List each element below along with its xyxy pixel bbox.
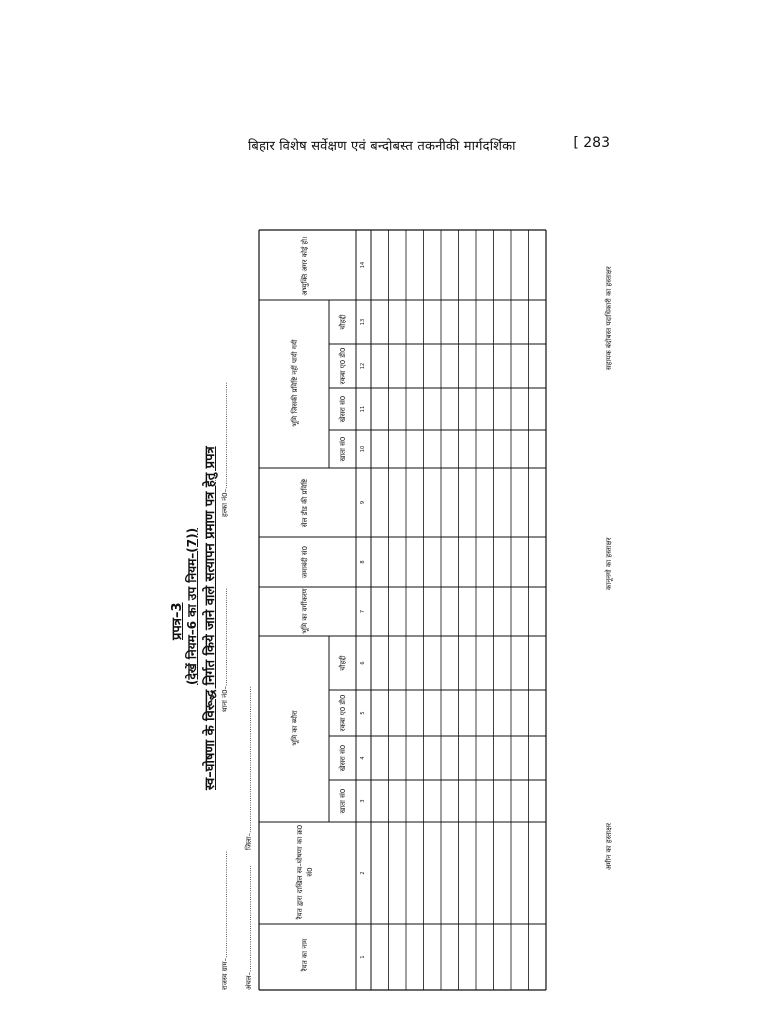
column-number: 11 (360, 405, 366, 413)
sub-header-khesra-1: खेसरा सं0 (338, 744, 347, 772)
column-header-land-record-entry: भूमि जिसकी प्रविष्टि नहीं पायी गयी (291, 339, 299, 427)
form-rule-reference: (देखें नियम–6 का उप नियम–(7)) (185, 527, 199, 685)
column-number: 4 (360, 756, 366, 760)
form-sheet (170, 110, 735, 990)
column-number: 7 (360, 609, 366, 614)
form-subject: स्व–घोषणा के विरूद्ध निर्गत किये जाने वाले सत्यापन प्रमाण पत्र हेतु प्रपत्र (203, 446, 218, 790)
column-number: 14 (360, 261, 366, 269)
rotated-form (170, 110, 735, 990)
revenue-village-label: राजस्व ग्राम– (221, 957, 229, 990)
sub-header-khata-2: खाता सं0 (338, 436, 347, 462)
column-header-jamabandi: जमाबंदी सं0 (301, 545, 309, 579)
sub-header-khata-1: खाता सं0 (338, 788, 347, 814)
column-number: 1 (360, 955, 366, 959)
column-number: 12 (360, 362, 366, 370)
column-header-raiyat-name: रैयत का नाम (301, 938, 309, 972)
revenue-village-blank: ................................................ (221, 851, 229, 958)
sub-header-khesra-2: खेसरा सं0 (338, 395, 347, 423)
running-title: बिहार विशेष सर्वेक्षण एवं बन्दोबस्त तकनीकी मार्गदर्शिका (248, 139, 516, 154)
column-number: 10 (360, 445, 366, 453)
halka-no-blank: ................................................ (221, 382, 229, 489)
thana-no-blank: ............................................ (221, 588, 229, 686)
anchal-label: अंचल– (245, 971, 253, 990)
sub-header-chauhaddi-1: चौहद्दी (338, 655, 347, 671)
column-number: 8 (360, 560, 366, 564)
column-header-sale-purchase: सेल डीड की प्रविष्टि (301, 478, 309, 528)
halka-no-label: हल्का नं0– (221, 488, 229, 517)
anchal-blank: ................................................ (245, 865, 253, 972)
thana-no-label: थाना नं0– (221, 685, 229, 712)
zila-blank: .................................................................. (245, 686, 253, 833)
column-number: 9 (360, 500, 366, 505)
sub-header-rakba-2: रकबा ए0 डी0 (338, 347, 347, 385)
column-header-remarks: अभ्युक्ति अगर कोई हो। (301, 236, 309, 296)
column-header-land-classification: भूमि का वर्गीकरण (301, 588, 309, 634)
form-title: प्रपत्र–3 (170, 602, 185, 640)
column-number: 5 (360, 711, 366, 715)
amin-signature-label: अमीन का हस्ताक्षर (605, 823, 613, 870)
column-number: 6 (360, 661, 366, 665)
column-header-land-details: भूमि का ब्यौरा (291, 710, 299, 746)
column-number: 2 (360, 871, 366, 875)
column-number: 3 (360, 799, 366, 803)
sub-header-chauhaddi-2: चौहद्दी (338, 314, 347, 330)
column-number: 13 (360, 318, 366, 326)
column-header-raiyat-declaration: रैयत द्वारा दाखिल स्व–घोषणा का क्र0 सं0 (296, 824, 314, 920)
officer-signature-label: सहायक बंदोबस्त पदाधिकारी का हस्ताक्षर (605, 266, 613, 370)
zila-label: जिला– (245, 832, 253, 850)
page-number: [ 283 (573, 135, 610, 151)
sub-header-rakba-1: रकबा ए0 डी0 (338, 694, 347, 732)
kanungo-signature-label: कानूनगो का हस्ताक्षर (605, 537, 613, 590)
